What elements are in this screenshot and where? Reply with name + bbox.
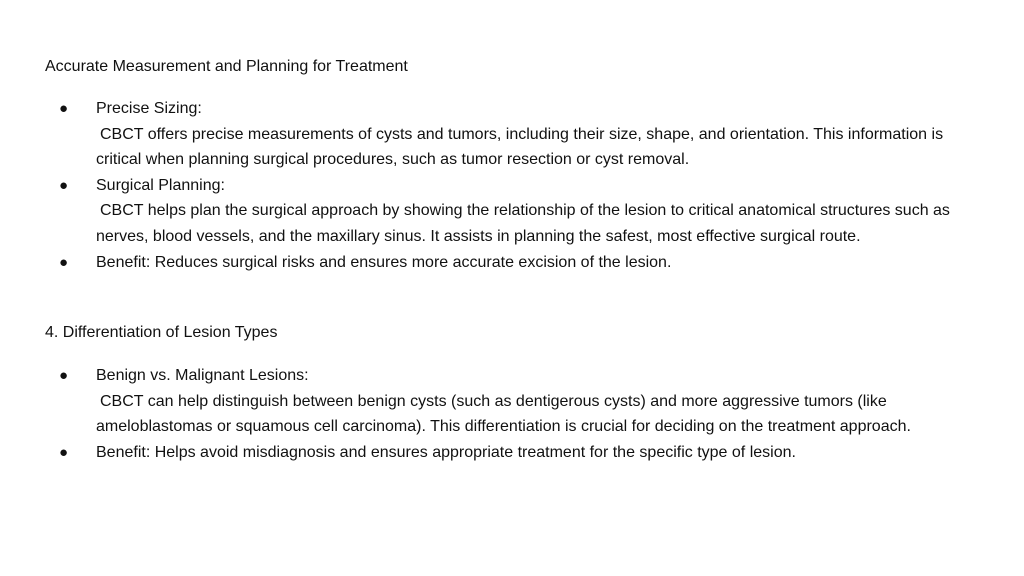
bullet-icon: ● [59, 100, 69, 117]
list-item-precise-sizing [0, 96, 1024, 173]
item-label-benign-malignant: Benign vs. Malignant Lesions: [96, 367, 309, 384]
bullet-icon: ● [59, 253, 69, 271]
bullet-icon: ● [59, 367, 69, 384]
section-heading-differentiation: 4. Differentiation of Lesion Types [45, 324, 278, 341]
differentiation-list [0, 363, 1024, 465]
item-label-surgical-planning: Surgical Planning: [96, 176, 225, 194]
bullet-icon: ● [59, 176, 69, 194]
section-heading-measurement-planning: Accurate Measurement and Planning for Treatment [45, 58, 408, 75]
list-item-benign-malignant [0, 363, 1024, 440]
measurement-planning-list [0, 96, 1024, 275]
item-label-benefit-surgical: Benefit: Reduces surgical risks and ensures more accurate excision of the lesion. [96, 253, 672, 271]
item-body-benign-malignant: CBCT can help distinguish between benign cysts (such as dentigerous cysts) and more aggressive tumors (like ameloblastomas or squamous cell carcinoma). This differentiation is crucial for deciding on the treatment approach. [96, 392, 911, 436]
bullet-icon: ● [59, 443, 69, 461]
item-body-surgical-planning: CBCT helps plan the surgical approach by showing the relationship of the lesion to critical anatomical structures such as nerves, blood vessels, and the maxillary sinus. It assists in planning the safest, most effective surgical route. [96, 202, 950, 245]
list-item-benefit-surgical [0, 250, 1024, 276]
item-label-precise-sizing: Precise Sizing: [96, 100, 202, 117]
item-label-benefit-diagnosis: Benefit: Helps avoid misdiagnosis and ensures appropriate treatment for the specific type of lesion. [96, 443, 796, 461]
list-item-surgical-planning [0, 173, 1024, 250]
list-item-benefit-diagnosis [0, 440, 1024, 466]
item-body-precise-sizing: CBCT offers precise measurements of cysts and tumors, including their size, shape, and orientation. This information is critical when planning surgical procedures, such as tumor resection or cyst removal. [96, 125, 944, 169]
